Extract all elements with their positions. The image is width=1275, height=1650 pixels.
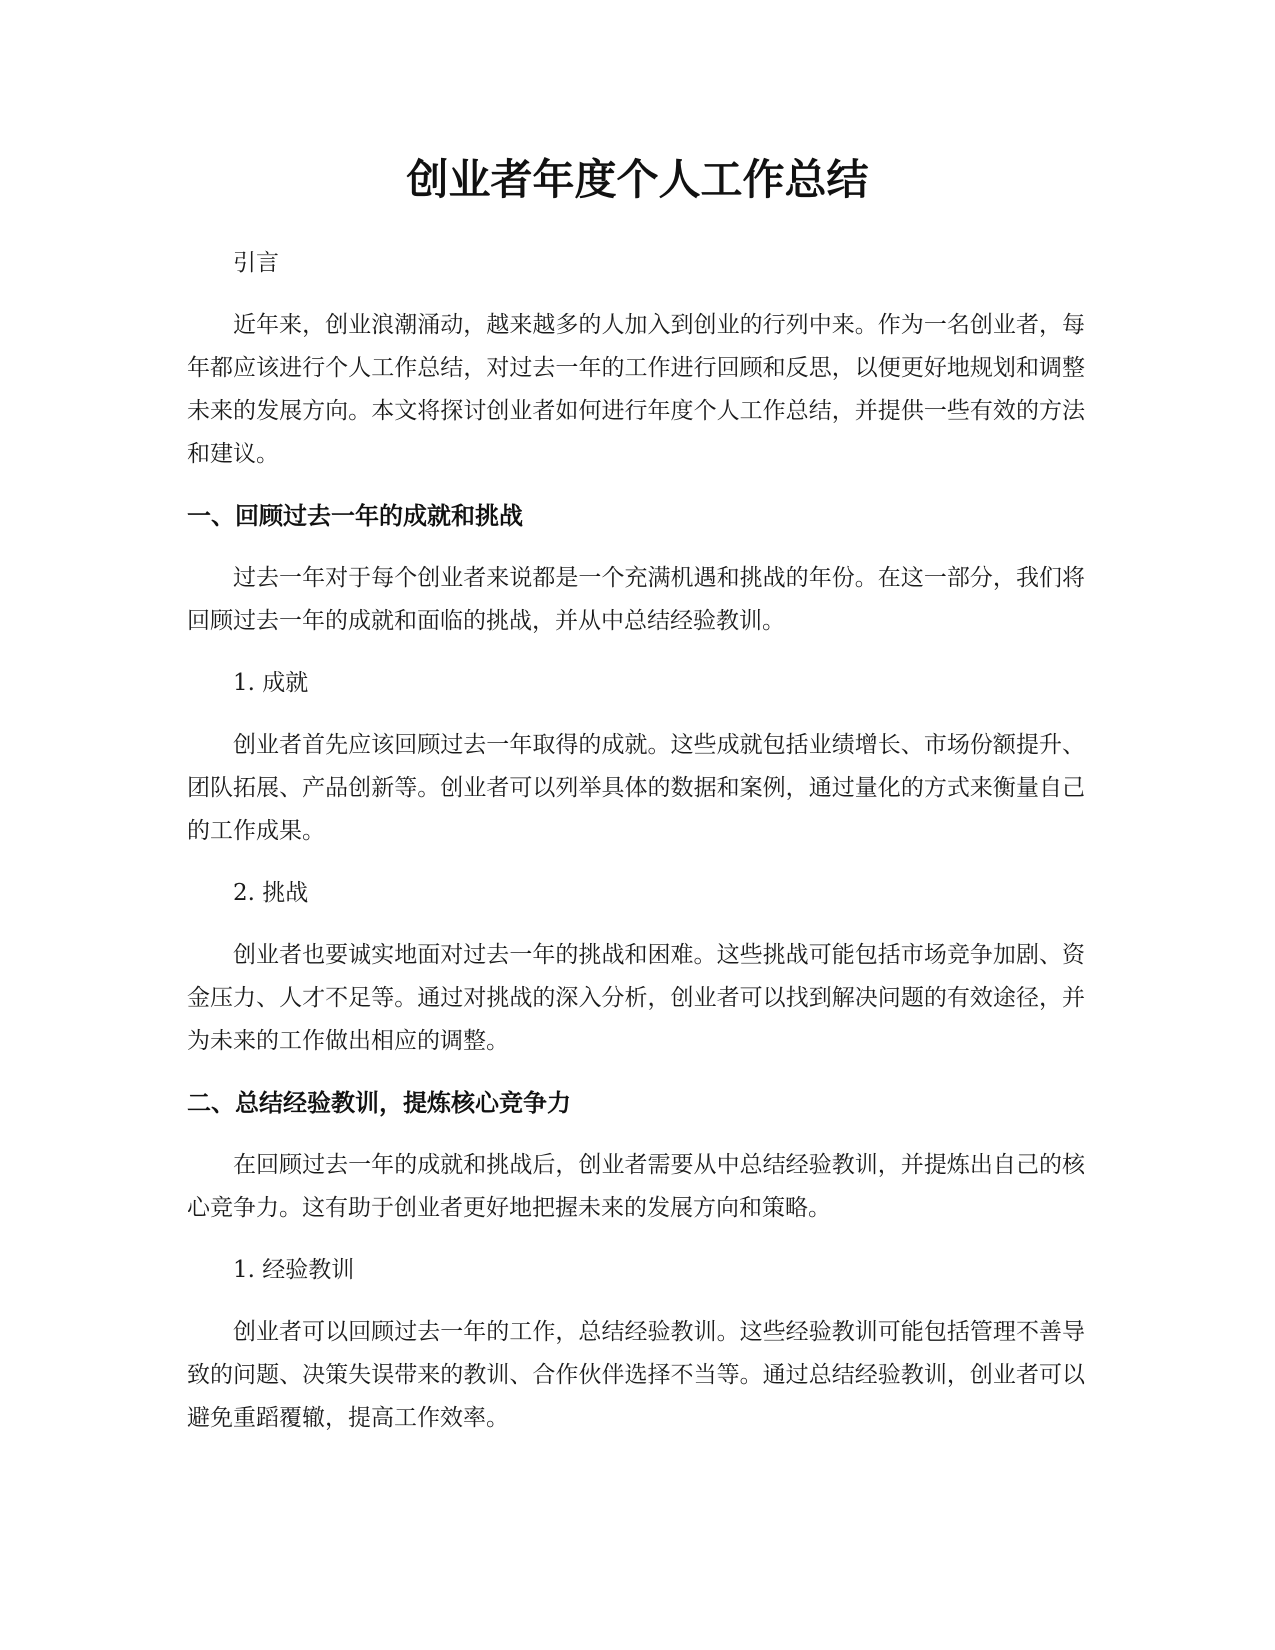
- intro-paragraph: 近年来，创业浪潮涌动，越来越多的人加入到创业的行列中来。作为一名创业者，每年都应该进行个人工作总结，对过去一年的工作进行回顾和反思，以便更好地规划和调整未来的发展方向。本文将探讨创业者如何进行年度个人工作总结，并提供一些有效的方法和建议。: [187, 312, 1085, 467]
- section-1-heading: 一、回顾过去一年的成就和挑战: [187, 502, 523, 530]
- section-2-heading: 二、总结经验教训，提炼核心竞争力: [187, 1089, 571, 1117]
- section-1-paragraph: 过去一年对于每个创业者来说都是一个充满机遇和挑战的年份。在这一部分，我们将回顾过去一年的成就和面临的挑战，并从中总结经验教训。: [187, 565, 1085, 634]
- section-1-sub-2-paragraph: 创业者也要诚实地面对过去一年的挑战和困难。这些挑战可能包括市场竞争加剧、资金压力、人才不足等。通过对挑战的深入分析，创业者可以找到解决问题的有效途径，并为未来的工作做出相应的调整。: [187, 942, 1085, 1054]
- document-body: [187, 242, 1085, 1459]
- section-2-sub-1-paragraph: 创业者可以回顾过去一年的工作，总结经验教训。这些经验教训可能包括管理不善导致的问题、决策失误带来的教训、合作伙伴选择不当等。通过总结经验教训，创业者可以避免重蹈覆辙，提高工作效率。: [187, 1319, 1085, 1431]
- document-title: 创业者年度个人工作总结: [406, 155, 869, 204]
- section-1-sub-2-label: 2. 挑战: [233, 880, 309, 906]
- section-2-paragraph: 在回顾过去一年的成就和挑战后，创业者需要从中总结经验教训，并提炼出自己的核心竞争力。这有助于创业者更好地把握未来的发展方向和策略。: [187, 1152, 1085, 1221]
- intro-label: 引言: [233, 250, 279, 276]
- section-2-sub-1-label: 1. 经验教训: [233, 1257, 355, 1283]
- section-1-sub-1-paragraph: 创业者首先应该回顾过去一年取得的成就。这些成就包括业绩增长、市场份额提升、团队拓展、产品创新等。创业者可以列举具体的数据和案例，通过量化的方式来衡量自己的工作成果。: [187, 732, 1085, 844]
- section-1-sub-1-label: 1. 成就: [233, 670, 309, 696]
